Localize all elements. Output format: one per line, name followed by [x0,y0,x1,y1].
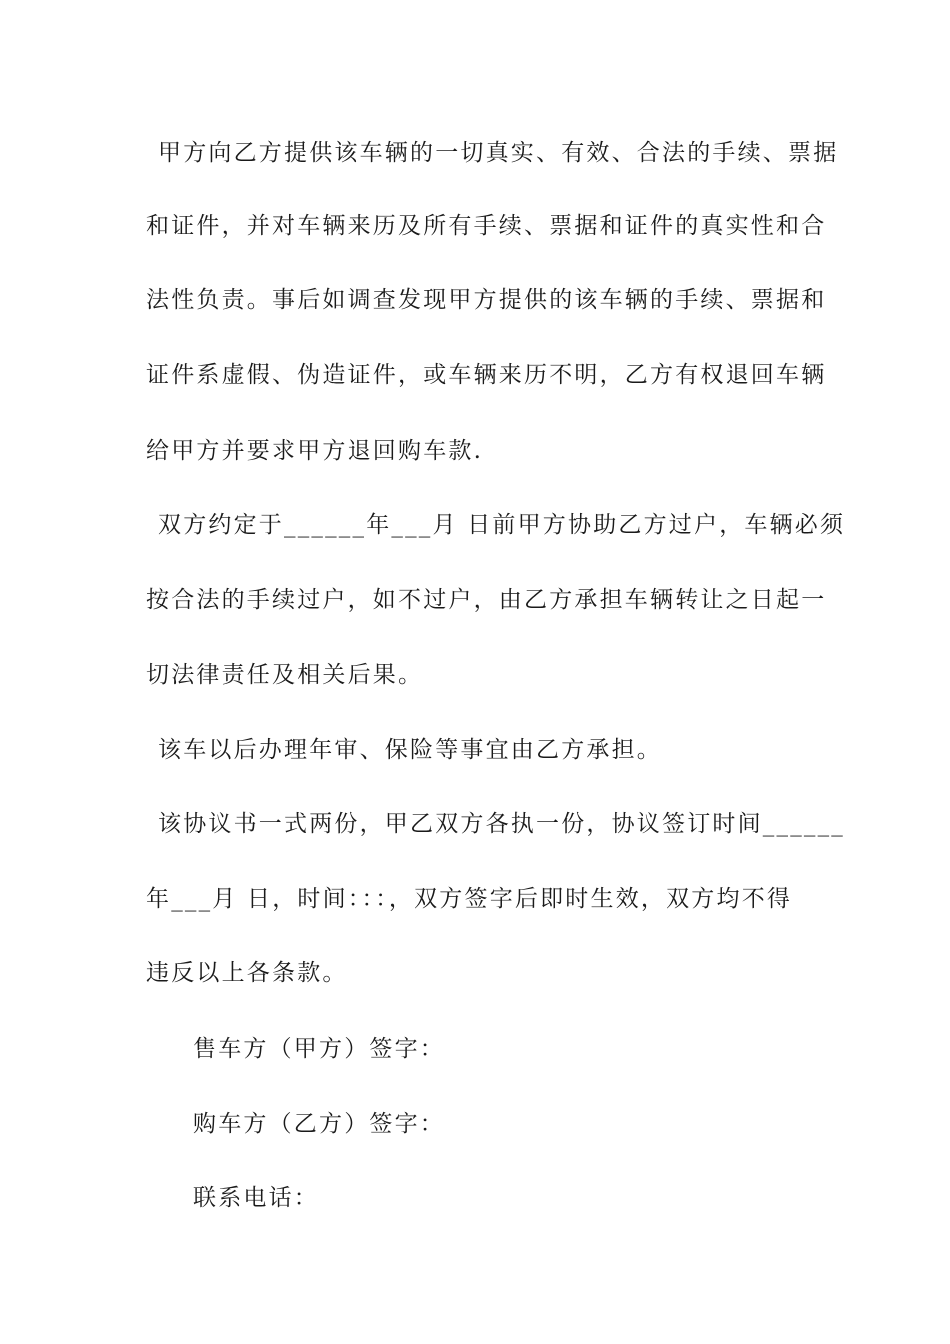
paragraph-line: 年___月 日，时间：：：，双方签字后即时生效，双方均不得 [146,886,793,912]
paragraph-line: 切法律责任及相关后果。 [146,662,424,688]
paragraph-line: 该车以后办理年审、保险等事宜由乙方承担。 [158,737,662,763]
contact-phone-line: 联系电话： [193,1185,319,1211]
paragraph-line: 给甲方并要求甲方退回购车款. [146,438,484,464]
paragraph-line: 法性负责。事后如调查发现甲方提供的该车辆的手续、票据和 [146,287,827,313]
paragraph-line: 违反以上各条款。 [146,960,348,986]
buyer-signature-line: 购车方（乙方）签字： [193,1111,445,1137]
paragraph-line: 双方约定于______年___月 日前甲方协助乙方过户，车辆必须 [158,512,846,538]
seller-signature-line: 售车方（甲方）签字： [193,1036,445,1062]
paragraph-line: 和证件，并对车辆来历及所有手续、票据和证件的真实性和合 [146,213,827,239]
paragraph-line: 该协议书一式两份，甲乙双方各执一份，协议签订时间______ [158,811,845,837]
paragraph-line: 按合法的手续过户，如不过户，由乙方承担车辆转让之日起一 [146,587,827,613]
paragraph-line: 证件系虚假、伪造证件，或车辆来历不明，乙方有权退回车辆 [146,362,827,388]
paragraph-line: 甲方向乙方提供该车辆的一切真实、有效、合法的手续、票据 [158,140,839,166]
